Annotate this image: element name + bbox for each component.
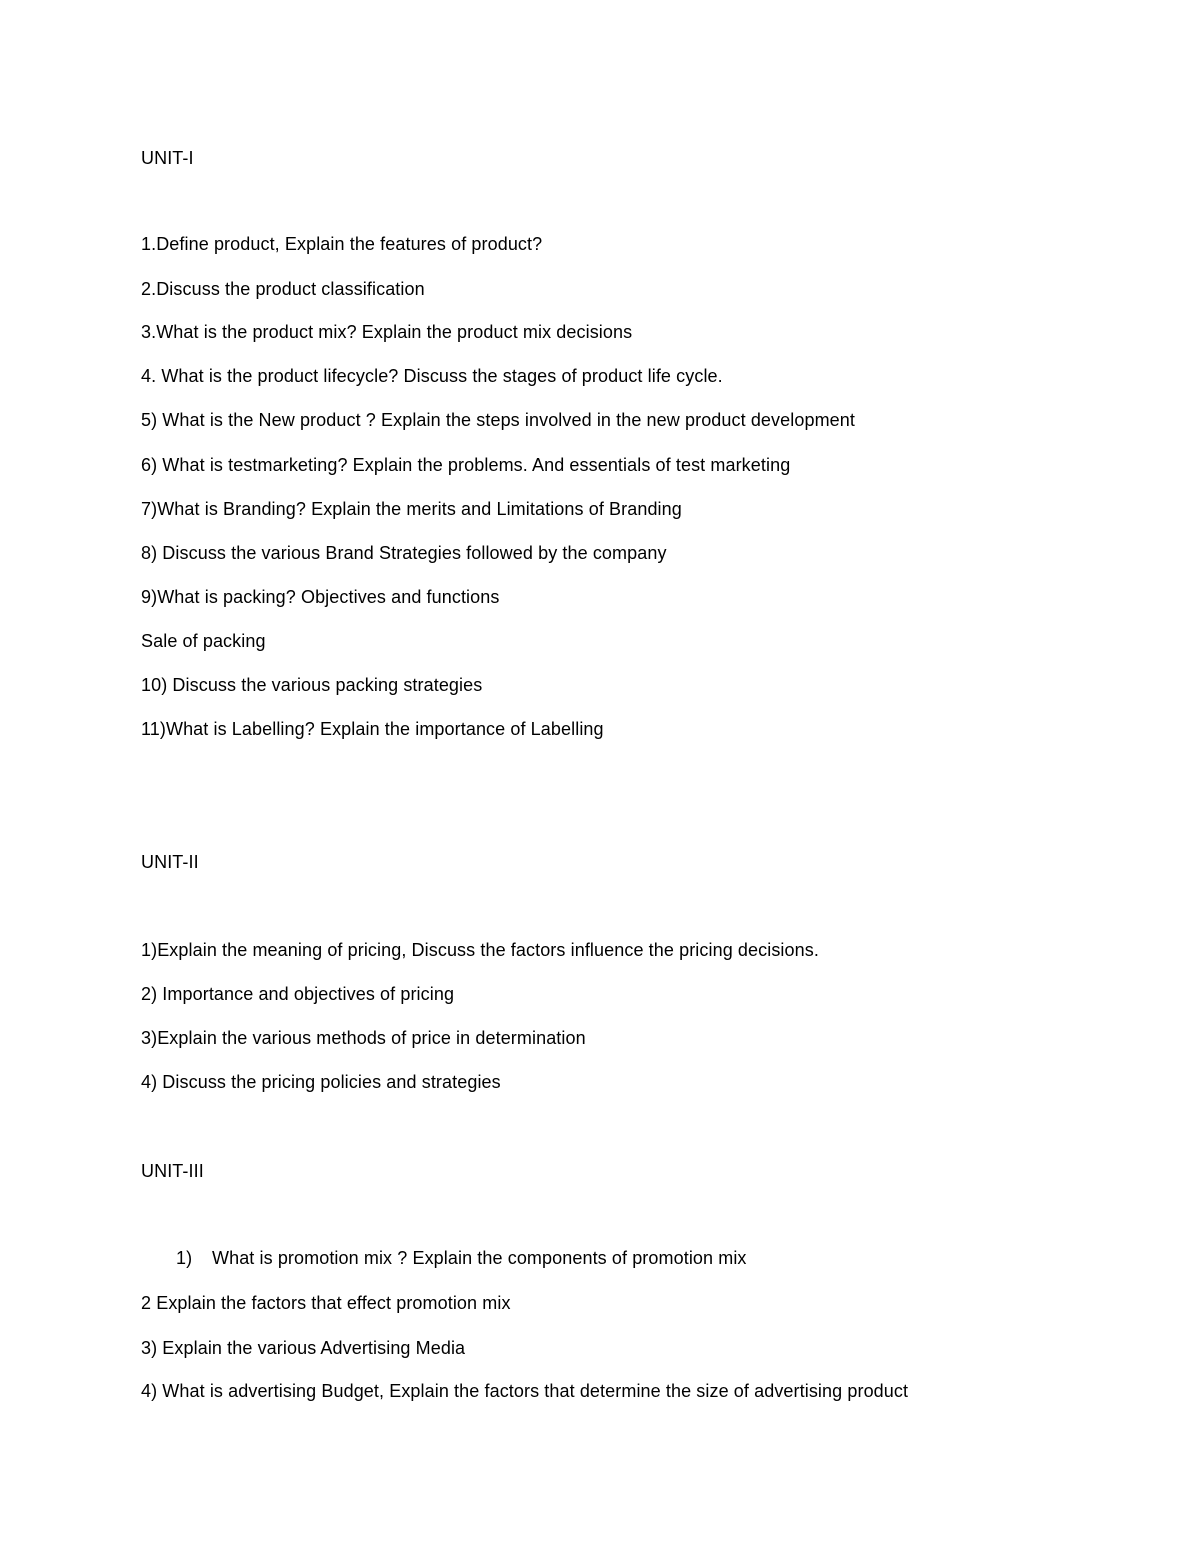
unit-1-question-4: 4. What is the product lifecycle? Discuss the stages of product life cycle. <box>141 366 723 386</box>
unit-2-question-3: 3)Explain the various methods of price in determination <box>141 1028 586 1048</box>
unit-1-question-6: 6) What is testmarketing? Explain the problems. And essentials of test marketing <box>141 455 791 475</box>
unit-3-question-2: 2 Explain the factors that effect promotion mix <box>141 1293 511 1313</box>
unit-1-question-8: 8) Discuss the various Brand Strategies followed by the company <box>141 543 667 563</box>
unit-1-question-11: 11)What is Labelling? Explain the importance of Labelling <box>141 719 604 739</box>
list-number: 1) <box>176 1248 193 1268</box>
unit-3-question-4: 4) What is advertising Budget, Explain the factors that determine the size of advertising product <box>141 1381 909 1401</box>
unit-1-question-3: 3.What is the product mix? Explain the product mix decisions <box>141 322 633 342</box>
unit-1-question-10: 10) Discuss the various packing strategies <box>141 675 483 695</box>
unit-1-question-7: 7)What is Branding? Explain the merits and Limitations of Branding <box>141 499 682 519</box>
unit-1-heading: UNIT-I <box>141 148 194 168</box>
unit-3-heading: UNIT-III <box>141 1161 204 1181</box>
unit-3-question-1-text: What is promotion mix ? Explain the components of promotion mix <box>212 1248 747 1268</box>
unit-3-question-3: 3) Explain the various Advertising Media <box>141 1338 466 1358</box>
unit-1-question-1: 1.Define product, Explain the features of product? <box>141 234 543 254</box>
unit-2-question-1: 1)Explain the meaning of pricing, Discuss the factors influence the pricing decisions. <box>141 940 819 960</box>
unit-3-question-1 <box>176 1247 747 1269</box>
unit-1-question-5: 5) What is the New product ? Explain the steps involved in the new product development <box>141 410 855 430</box>
unit-2-question-4: 4) Discuss the pricing policies and strategies <box>141 1072 501 1092</box>
unit-2-heading: UNIT-II <box>141 852 199 872</box>
unit-2-question-2: 2) Importance and objectives of pricing <box>141 984 455 1004</box>
unit-1-question-2: 2.Discuss the product classification <box>141 279 425 299</box>
unit-1-question-9: 9)What is packing? Objectives and functions <box>141 587 500 607</box>
unit-1-question-9-subline: Sale of packing <box>141 631 266 651</box>
